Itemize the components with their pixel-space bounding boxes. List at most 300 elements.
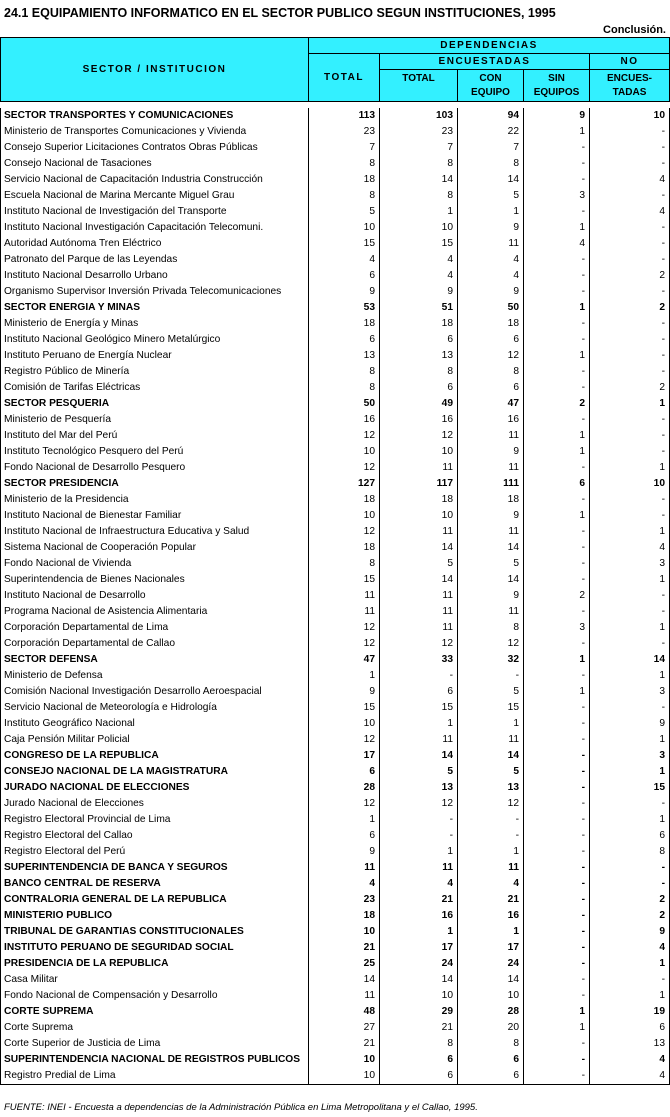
- cell-sin-equipos: -: [524, 860, 590, 876]
- institution-row: [1, 828, 670, 844]
- cell-encuestadas-total: 6: [380, 332, 458, 348]
- cell-sin-equipos: 1: [524, 124, 590, 140]
- cell-con-equipo: 11: [458, 604, 524, 620]
- sector-row: [1, 108, 670, 124]
- institution-row: [1, 524, 670, 540]
- cell-sin-equipos: -: [524, 892, 590, 908]
- cell-total: 21: [309, 1036, 380, 1052]
- cell-con-equipo: 5: [458, 556, 524, 572]
- header-dependencias: DEPENDENCIAS: [309, 38, 670, 54]
- cell-encuestadas-total: 18: [380, 492, 458, 508]
- cell-encuestadas-total: 11: [380, 860, 458, 876]
- institution-row: [1, 636, 670, 652]
- cell-encuestadas-total: 8: [380, 1036, 458, 1052]
- row-label: SECTOR ENERGIA Y MINAS: [4, 302, 141, 313]
- cell-total: 1: [309, 668, 380, 684]
- cell-no-encuestadas: 2: [590, 908, 670, 924]
- cell-encuestadas-total: 49: [380, 396, 458, 412]
- institution-row: [1, 716, 670, 732]
- cell-total: 10: [309, 1068, 380, 1085]
- cell-total: 113: [309, 108, 380, 124]
- row-label: Instituto Nacional Desarrollo Urbano: [4, 270, 168, 281]
- cell-encuestadas-total: 12: [380, 796, 458, 812]
- cell-con-equipo: 6: [458, 1052, 524, 1068]
- row-label: Corte Superior de Justicia de Lima: [4, 1038, 161, 1049]
- cell-con-equipo: 14: [458, 972, 524, 988]
- institution-row: [1, 492, 670, 508]
- cell-encuestadas-total: 12: [380, 428, 458, 444]
- row-label: Patronato del Parque de las Leyendas: [4, 254, 178, 265]
- cell-total: 27: [309, 1020, 380, 1036]
- cell-sin-equipos: 1: [524, 1020, 590, 1036]
- cell-con-equipo: 11: [458, 524, 524, 540]
- sector-row: [1, 748, 670, 764]
- cell-con-equipo: 8: [458, 156, 524, 172]
- cell-encuestadas-total: 11: [380, 620, 458, 636]
- cell-sin-equipos: -: [524, 364, 590, 380]
- cell-con-equipo: -: [458, 668, 524, 684]
- cell-no-encuestadas: -: [590, 332, 670, 348]
- cell-con-equipo: 24: [458, 956, 524, 972]
- cell-encuestadas-total: 10: [380, 508, 458, 524]
- cell-con-equipo: -: [458, 812, 524, 828]
- cell-no-encuestadas: 1: [590, 396, 670, 412]
- cell-sin-equipos: -: [524, 844, 590, 860]
- cell-con-equipo: 9: [458, 588, 524, 604]
- cell-total: 17: [309, 748, 380, 764]
- cell-con-equipo: -: [458, 828, 524, 844]
- sector-row: [1, 1004, 670, 1020]
- cell-encuestadas-total: 21: [380, 1020, 458, 1036]
- cell-no-encuestadas: -: [590, 972, 670, 988]
- cell-encuestadas-total: 11: [380, 588, 458, 604]
- row-label: CONTRALORIA GENERAL DE LA REPUBLICA: [4, 894, 227, 905]
- institution-row: [1, 252, 670, 268]
- cell-total: 11: [309, 860, 380, 876]
- cell-sin-equipos: 9: [524, 108, 590, 124]
- cell-sin-equipos: -: [524, 524, 590, 540]
- cell-no-encuestadas: -: [590, 508, 670, 524]
- cell-con-equipo: 14: [458, 748, 524, 764]
- institution-row: [1, 668, 670, 684]
- cell-encuestadas-total: 21: [380, 892, 458, 908]
- cell-con-equipo: 14: [458, 540, 524, 556]
- cell-encuestadas-total: 4: [380, 252, 458, 268]
- sector-row: [1, 476, 670, 492]
- institution-row: [1, 572, 670, 588]
- row-label: CONGRESO DE LA REPUBLICA: [4, 750, 159, 761]
- cell-encuestadas-total: 18: [380, 316, 458, 332]
- cell-no-encuestadas: -: [590, 188, 670, 204]
- cell-encuestadas-total: 6: [380, 684, 458, 700]
- cell-encuestadas-total: 5: [380, 556, 458, 572]
- cell-sin-equipos: -: [524, 492, 590, 508]
- cell-con-equipo: 13: [458, 780, 524, 796]
- row-label: Registro Electoral Provincial de Lima: [4, 814, 171, 825]
- cell-total: 5: [309, 204, 380, 220]
- cell-con-equipo: 47: [458, 396, 524, 412]
- row-label: Ministerio de Defensa: [4, 670, 103, 681]
- cell-con-equipo: 18: [458, 492, 524, 508]
- cell-sin-equipos: 2: [524, 396, 590, 412]
- page-title: 24.1 EQUIPAMIENTO INFORMATICO EN EL SECTOR PUBLICO SEGUN INSTITUCIONES, 1995: [4, 6, 556, 20]
- cell-no-encuestadas: 1: [590, 988, 670, 1004]
- institution-row: [1, 1068, 670, 1085]
- cell-sin-equipos: -: [524, 140, 590, 156]
- cell-con-equipo: 111: [458, 476, 524, 492]
- cell-no-encuestadas: -: [590, 876, 670, 892]
- cell-encuestadas-total: 6: [380, 380, 458, 396]
- cell-no-encuestadas: 4: [590, 204, 670, 220]
- cell-total: 10: [309, 1052, 380, 1068]
- institution-row: [1, 732, 670, 748]
- cell-no-encuestadas: 3: [590, 748, 670, 764]
- cell-sin-equipos: -: [524, 828, 590, 844]
- institution-row: [1, 812, 670, 828]
- cell-total: 18: [309, 908, 380, 924]
- cell-sin-equipos: -: [524, 924, 590, 940]
- cell-total: 12: [309, 796, 380, 812]
- cell-encuestadas-total: 24: [380, 956, 458, 972]
- row-label: Instituto Peruano de Energía Nuclear: [4, 350, 172, 361]
- cell-encuestadas-total: 10: [380, 988, 458, 1004]
- header-sin-equipos: SIN EQUIPOS: [524, 70, 590, 102]
- cell-sin-equipos: 1: [524, 220, 590, 236]
- cell-total: 25: [309, 956, 380, 972]
- cell-sin-equipos: -: [524, 460, 590, 476]
- cell-total: 11: [309, 588, 380, 604]
- cell-total: 21: [309, 940, 380, 956]
- cell-total: 4: [309, 252, 380, 268]
- row-label: TRIBUNAL DE GARANTIAS CONSTITUCIONALES: [4, 926, 244, 937]
- cell-encuestadas-total: 11: [380, 604, 458, 620]
- cell-no-encuestadas: -: [590, 636, 670, 652]
- cell-con-equipo: 11: [458, 236, 524, 252]
- cell-con-equipo: 7: [458, 140, 524, 156]
- institution-row: [1, 620, 670, 636]
- cell-con-equipo: 1: [458, 204, 524, 220]
- row-label: Comisión Nacional Investigación Desarrollo Aeroespacial: [4, 686, 262, 697]
- institution-row: [1, 556, 670, 572]
- cell-total: 16: [309, 412, 380, 428]
- row-label: JURADO NACIONAL DE ELECCIONES: [4, 782, 190, 793]
- cell-no-encuestadas: -: [590, 444, 670, 460]
- source-footnote: FUENTE: INEI - Encuesta a dependencias de la Administración Pública en Lima Metropolitana y el Callao, 1995.: [4, 1102, 478, 1113]
- cell-con-equipo: 20: [458, 1020, 524, 1036]
- cell-no-encuestadas: -: [590, 220, 670, 236]
- cell-sin-equipos: -: [524, 572, 590, 588]
- header-no: NO: [590, 54, 670, 70]
- cell-sin-equipos: 3: [524, 620, 590, 636]
- sector-row: [1, 892, 670, 908]
- cell-con-equipo: 17: [458, 940, 524, 956]
- cell-encuestadas-total: 16: [380, 908, 458, 924]
- cell-total: 12: [309, 620, 380, 636]
- institution-row: [1, 204, 670, 220]
- cell-con-equipo: 12: [458, 348, 524, 364]
- cell-sin-equipos: -: [524, 796, 590, 812]
- institution-row: [1, 412, 670, 428]
- cell-sin-equipos: -: [524, 748, 590, 764]
- cell-encuestadas-total: -: [380, 828, 458, 844]
- institution-row: [1, 332, 670, 348]
- cell-con-equipo: 32: [458, 652, 524, 668]
- cell-total: 28: [309, 780, 380, 796]
- institution-row: [1, 380, 670, 396]
- cell-encuestadas-total: 10: [380, 444, 458, 460]
- cell-total: 8: [309, 556, 380, 572]
- cell-sin-equipos: -: [524, 268, 590, 284]
- institution-row: [1, 540, 670, 556]
- cell-con-equipo: 11: [458, 460, 524, 476]
- row-label: CONSEJO NACIONAL DE LA MAGISTRATURA: [4, 766, 228, 777]
- header-sector-institucion: SECTOR / INSTITUCION: [1, 38, 309, 102]
- row-label: Registro Predial de Lima: [4, 1070, 116, 1081]
- cell-sin-equipos: -: [524, 700, 590, 716]
- sector-row: [1, 764, 670, 780]
- cell-no-encuestadas: 2: [590, 380, 670, 396]
- cell-no-encuestadas: 6: [590, 1020, 670, 1036]
- cell-encuestadas-total: 13: [380, 780, 458, 796]
- cell-con-equipo: 15: [458, 700, 524, 716]
- row-label: Instituto Tecnológico Pesquero del Perú: [4, 446, 184, 457]
- cell-no-encuestadas: 1: [590, 732, 670, 748]
- cell-encuestadas-total: 9: [380, 284, 458, 300]
- cell-sin-equipos: 1: [524, 348, 590, 364]
- cell-total: 15: [309, 236, 380, 252]
- row-label: Organismo Supervisor Inversión Privada Telecomunicaciones: [4, 286, 282, 297]
- cell-no-encuestadas: 9: [590, 924, 670, 940]
- cell-sin-equipos: -: [524, 380, 590, 396]
- row-label: SUPERINTENDENCIA NACIONAL DE REGISTROS PUBLICOS: [4, 1054, 301, 1065]
- cell-encuestadas-total: 11: [380, 460, 458, 476]
- cell-no-encuestadas: -: [590, 588, 670, 604]
- cell-total: 10: [309, 220, 380, 236]
- header-no-encuestadas: ENCUES- TADAS: [590, 70, 670, 102]
- cell-con-equipo: 9: [458, 508, 524, 524]
- sector-row: [1, 860, 670, 876]
- cell-total: 1: [309, 812, 380, 828]
- cell-con-equipo: 5: [458, 188, 524, 204]
- institution-row: [1, 188, 670, 204]
- cell-no-encuestadas: 4: [590, 1052, 670, 1068]
- row-label: Corte Suprema: [4, 1022, 74, 1033]
- institution-row: [1, 236, 670, 252]
- cell-total: 48: [309, 1004, 380, 1020]
- institution-row: [1, 140, 670, 156]
- row-label: Comisión de Tarifas Eléctricas: [4, 382, 141, 393]
- cell-encuestadas-total: 29: [380, 1004, 458, 1020]
- cell-encuestadas-total: 33: [380, 652, 458, 668]
- row-label: Superintendencia de Bienes Nacionales: [4, 574, 185, 585]
- cell-no-encuestadas: 15: [590, 780, 670, 796]
- institution-row: [1, 1036, 670, 1052]
- row-label: Fondo Nacional de Vivienda: [4, 558, 132, 569]
- row-label: PRESIDENCIA DE LA REPUBLICA: [4, 958, 169, 969]
- cell-total: 10: [309, 716, 380, 732]
- cell-total: 9: [309, 684, 380, 700]
- cell-total: 14: [309, 972, 380, 988]
- institution-row: [1, 284, 670, 300]
- cell-con-equipo: 9: [458, 220, 524, 236]
- row-label: Registro Electoral del Perú: [4, 846, 126, 857]
- cell-sin-equipos: -: [524, 940, 590, 956]
- cell-total: 18: [309, 172, 380, 188]
- cell-encuestadas-total: -: [380, 812, 458, 828]
- row-label: SUPERINTENDENCIA DE BANCA Y SEGUROS: [4, 862, 228, 873]
- cell-con-equipo: 11: [458, 428, 524, 444]
- row-label: Ministerio de Transportes Comunicaciones y Vivienda: [4, 126, 247, 137]
- sector-row: [1, 652, 670, 668]
- sector-row: [1, 1052, 670, 1068]
- institution-row: [1, 268, 670, 284]
- cell-encuestadas-total: 15: [380, 236, 458, 252]
- cell-encuestadas-total: 51: [380, 300, 458, 316]
- row-label: Corporación Departamental de Lima: [4, 622, 169, 633]
- cell-con-equipo: 94: [458, 108, 524, 124]
- cell-no-encuestadas: 2: [590, 268, 670, 284]
- cell-sin-equipos: 1: [524, 428, 590, 444]
- row-label: INSTITUTO PERUANO DE SEGURIDAD SOCIAL: [4, 942, 234, 953]
- row-label: Registro Electoral del Callao: [4, 830, 133, 841]
- cell-no-encuestadas: 1: [590, 956, 670, 972]
- cell-no-encuestadas: -: [590, 364, 670, 380]
- cell-no-encuestadas: 4: [590, 172, 670, 188]
- cell-encuestadas-total: 11: [380, 732, 458, 748]
- cell-encuestadas-total: 8: [380, 364, 458, 380]
- cell-total: 15: [309, 700, 380, 716]
- cell-total: 50: [309, 396, 380, 412]
- cell-sin-equipos: -: [524, 988, 590, 1004]
- cell-no-encuestadas: -: [590, 140, 670, 156]
- institution-row: [1, 508, 670, 524]
- cell-no-encuestadas: 6: [590, 828, 670, 844]
- institution-row: [1, 428, 670, 444]
- cell-sin-equipos: -: [524, 908, 590, 924]
- cell-no-encuestadas: -: [590, 796, 670, 812]
- cell-encuestadas-total: 12: [380, 636, 458, 652]
- cell-con-equipo: 11: [458, 860, 524, 876]
- cell-sin-equipos: -: [524, 412, 590, 428]
- cell-encuestadas-total: 14: [380, 540, 458, 556]
- cell-no-encuestadas: -: [590, 412, 670, 428]
- cell-total: 10: [309, 924, 380, 940]
- row-label: Ministerio de la Presidencia: [4, 494, 129, 505]
- header-con-equipo: CON EQUIPO: [458, 70, 524, 102]
- cell-encuestadas-total: 14: [380, 748, 458, 764]
- cell-con-equipo: 5: [458, 684, 524, 700]
- cell-no-encuestadas: 14: [590, 652, 670, 668]
- cell-no-encuestadas: 10: [590, 108, 670, 124]
- cell-con-equipo: 12: [458, 796, 524, 812]
- cell-no-encuestadas: 1: [590, 524, 670, 540]
- row-label: Consejo Nacional de Tasaciones: [4, 158, 152, 169]
- cell-sin-equipos: -: [524, 1068, 590, 1085]
- institution-row: [1, 700, 670, 716]
- cell-sin-equipos: 1: [524, 1004, 590, 1020]
- cell-encuestadas-total: 11: [380, 524, 458, 540]
- cell-no-encuestadas: 2: [590, 300, 670, 316]
- row-label: Instituto Nacional de Infraestructura Educativa y Salud: [4, 526, 250, 537]
- institution-row: [1, 588, 670, 604]
- cell-total: 13: [309, 348, 380, 364]
- cell-sin-equipos: -: [524, 1036, 590, 1052]
- cell-no-encuestadas: 2: [590, 892, 670, 908]
- cell-total: 18: [309, 316, 380, 332]
- institution-row: [1, 460, 670, 476]
- cell-con-equipo: 1: [458, 716, 524, 732]
- cell-encuestadas-total: 8: [380, 156, 458, 172]
- cell-total: 8: [309, 380, 380, 396]
- cell-con-equipo: 14: [458, 172, 524, 188]
- institution-row: [1, 1020, 670, 1036]
- cell-sin-equipos: -: [524, 972, 590, 988]
- institution-row: [1, 124, 670, 140]
- cell-no-encuestadas: -: [590, 156, 670, 172]
- institution-row: [1, 684, 670, 700]
- cell-total: 11: [309, 604, 380, 620]
- cell-con-equipo: 6: [458, 332, 524, 348]
- cell-total: 12: [309, 732, 380, 748]
- cell-total: 8: [309, 188, 380, 204]
- cell-encuestadas-total: 16: [380, 412, 458, 428]
- institution-row: [1, 172, 670, 188]
- row-label: SECTOR DEFENSA: [4, 654, 98, 665]
- cell-encuestadas-total: 4: [380, 876, 458, 892]
- cell-sin-equipos: -: [524, 252, 590, 268]
- cell-total: 6: [309, 828, 380, 844]
- cell-sin-equipos: 4: [524, 236, 590, 252]
- cell-total: 23: [309, 124, 380, 140]
- cell-total: 23: [309, 892, 380, 908]
- sector-row: [1, 908, 670, 924]
- row-label: Instituto Nacional Investigación Capacitación Telecomuni.: [4, 222, 264, 233]
- cell-con-equipo: 4: [458, 876, 524, 892]
- cell-encuestadas-total: 8: [380, 188, 458, 204]
- cell-sin-equipos: -: [524, 668, 590, 684]
- cell-no-encuestadas: 1: [590, 460, 670, 476]
- row-label: Sistema Nacional de Cooperación Popular: [4, 542, 196, 553]
- row-label: Corporación Departamental de Callao: [4, 638, 176, 649]
- row-label: Casa Militar: [4, 974, 58, 985]
- cell-encuestadas-total: 4: [380, 268, 458, 284]
- row-label: Instituto Nacional Geológico Minero Metalúrgico: [4, 334, 221, 345]
- row-label: CORTE SUPREMA: [4, 1006, 94, 1017]
- sector-row: [1, 940, 670, 956]
- cell-sin-equipos: -: [524, 956, 590, 972]
- cell-no-encuestadas: -: [590, 316, 670, 332]
- cell-con-equipo: 8: [458, 620, 524, 636]
- cell-encuestadas-total: 1: [380, 716, 458, 732]
- cell-sin-equipos: -: [524, 812, 590, 828]
- cell-no-encuestadas: 10: [590, 476, 670, 492]
- cell-encuestadas-total: 6: [380, 1068, 458, 1085]
- row-label: Escuela Nacional de Marina Mercante Miguel Grau: [4, 190, 235, 201]
- cell-total: 12: [309, 460, 380, 476]
- cell-encuestadas-total: 14: [380, 172, 458, 188]
- cell-encuestadas-total: 14: [380, 572, 458, 588]
- cell-con-equipo: 21: [458, 892, 524, 908]
- row-label: Instituto Geográfico Nacional: [4, 718, 135, 729]
- cell-con-equipo: 9: [458, 284, 524, 300]
- cell-no-encuestadas: 1: [590, 668, 670, 684]
- cell-con-equipo: 12: [458, 636, 524, 652]
- row-label: SECTOR PRESIDENCIA: [4, 478, 119, 489]
- row-label: Autoridad Autónoma Tren Eléctrico: [4, 238, 162, 249]
- institution-row: [1, 844, 670, 860]
- cell-con-equipo: 11: [458, 732, 524, 748]
- cell-total: 15: [309, 572, 380, 588]
